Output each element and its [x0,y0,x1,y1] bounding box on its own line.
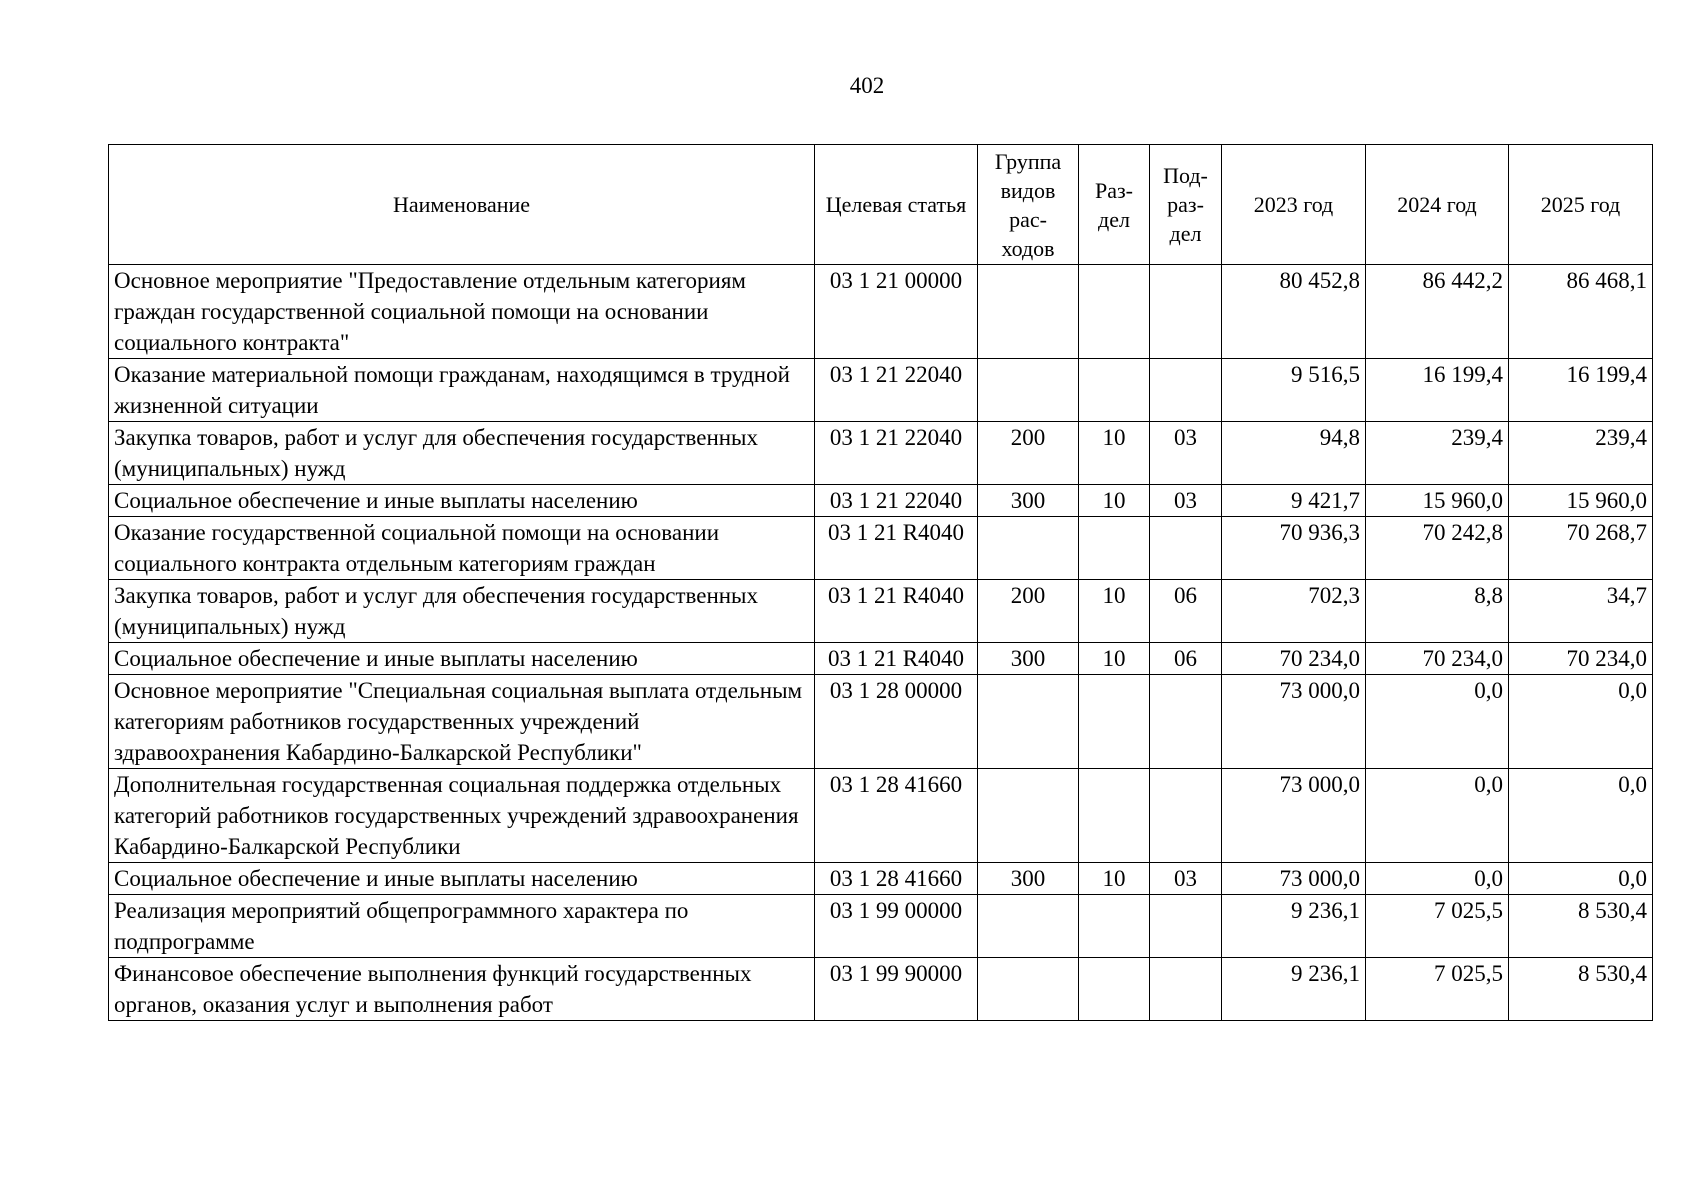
cell-subsection [1150,958,1222,1021]
header-subsection: Под-раз-дел [1150,145,1222,265]
cell-subsection: 03 [1150,863,1222,895]
cell-year-2025: 15 960,0 [1509,485,1653,517]
cell-target: 03 1 28 00000 [815,675,978,769]
cell-section [1079,958,1150,1021]
cell-section: 10 [1079,422,1150,485]
table-row [109,958,1653,1021]
table-row [109,265,1653,359]
cell-target: 03 1 21 22040 [815,422,978,485]
cell-target: 03 1 21 00000 [815,265,978,359]
cell-subsection [1150,265,1222,359]
cell-group: 200 [978,580,1079,643]
cell-section: 10 [1079,643,1150,675]
cell-year-2023: 9 236,1 [1222,895,1366,958]
cell-name: Оказание материальной помощи гражданам, находящимся в трудной жизненной ситуации [109,359,815,422]
cell-year-2025: 86 468,1 [1509,265,1653,359]
cell-name: Оказание государственной социальной помощи на основании социального контракта отдельным категориям граждан [109,517,815,580]
cell-year-2025: 34,7 [1509,580,1653,643]
cell-section: 10 [1079,580,1150,643]
table-row [109,517,1653,580]
table-row [109,863,1653,895]
cell-year-2023: 9 516,5 [1222,359,1366,422]
header-2023: 2023 год [1222,145,1366,265]
cell-subsection: 06 [1150,580,1222,643]
cell-year-2024: 8,8 [1366,580,1509,643]
cell-year-2023: 73 000,0 [1222,769,1366,863]
cell-name: Закупка товаров, работ и услуг для обеспечения государственных (муниципальных) нужд [109,580,815,643]
cell-year-2023: 73 000,0 [1222,863,1366,895]
cell-target: 03 1 21 R4040 [815,517,978,580]
cell-group [978,769,1079,863]
cell-target: 03 1 99 00000 [815,895,978,958]
cell-target: 03 1 28 41660 [815,769,978,863]
budget-table [108,144,1653,1021]
cell-group: 300 [978,643,1079,675]
cell-subsection [1150,895,1222,958]
cell-name: Социальное обеспечение и иные выплаты населению [109,485,815,517]
cell-target: 03 1 21 R4040 [815,643,978,675]
cell-year-2024: 16 199,4 [1366,359,1509,422]
cell-group [978,265,1079,359]
cell-name: Дополнительная государственная социальная поддержка отдельных категорий работников государственных учреждений здравоохранения Кабардино-Балкарской Республики [109,769,815,863]
table-body [109,265,1653,1021]
cell-group [978,359,1079,422]
table-row [109,643,1653,675]
cell-name: Основное мероприятие "Специальная социальная выплата отдельным категориям работников государственных учреждений здравоохранения Кабардино-Балкарской Республики" [109,675,815,769]
cell-year-2025: 239,4 [1509,422,1653,485]
cell-year-2023: 94,8 [1222,422,1366,485]
cell-group [978,958,1079,1021]
cell-year-2025: 70 268,7 [1509,517,1653,580]
cell-group [978,675,1079,769]
cell-subsection: 03 [1150,422,1222,485]
cell-year-2024: 0,0 [1366,769,1509,863]
table-row [109,769,1653,863]
cell-year-2024: 0,0 [1366,863,1509,895]
cell-year-2023: 70 936,3 [1222,517,1366,580]
cell-subsection [1150,517,1222,580]
cell-group: 300 [978,863,1079,895]
cell-group: 200 [978,422,1079,485]
cell-section [1079,359,1150,422]
cell-year-2025: 70 234,0 [1509,643,1653,675]
cell-year-2024: 70 242,8 [1366,517,1509,580]
cell-subsection [1150,359,1222,422]
cell-name: Финансовое обеспечение выполнения функций государственных органов, оказания услуг и выполнения работ [109,958,815,1021]
cell-year-2023: 9 236,1 [1222,958,1366,1021]
table-row [109,359,1653,422]
cell-section: 10 [1079,863,1150,895]
cell-year-2025: 8 530,4 [1509,895,1653,958]
cell-section [1079,769,1150,863]
header-2024: 2024 год [1366,145,1509,265]
cell-section [1079,895,1150,958]
cell-year-2023: 80 452,8 [1222,265,1366,359]
cell-target: 03 1 99 90000 [815,958,978,1021]
cell-name: Основное мероприятие "Предоставление отдельным категориям граждан государственной социальной помощи на основании социального контракта" [109,265,815,359]
cell-subsection [1150,769,1222,863]
cell-group [978,517,1079,580]
cell-year-2025: 8 530,4 [1509,958,1653,1021]
cell-subsection: 06 [1150,643,1222,675]
cell-target: 03 1 21 22040 [815,359,978,422]
header-section: Раз-дел [1079,145,1150,265]
table-row [109,675,1653,769]
cell-year-2025: 0,0 [1509,863,1653,895]
cell-year-2025: 0,0 [1509,675,1653,769]
cell-year-2023: 9 421,7 [1222,485,1366,517]
table-header-row [109,145,1653,265]
cell-name: Закупка товаров, работ и услуг для обеспечения государственных (муниципальных) нужд [109,422,815,485]
cell-year-2025: 16 199,4 [1509,359,1653,422]
cell-year-2023: 73 000,0 [1222,675,1366,769]
header-name: Наименование [109,145,815,265]
cell-section [1079,265,1150,359]
header-2025: 2025 год [1509,145,1653,265]
cell-year-2024: 7 025,5 [1366,958,1509,1021]
cell-name: Социальное обеспечение и иные выплаты населению [109,643,815,675]
cell-name: Реализация мероприятий общепрограммного характера по подпрограмме [109,895,815,958]
cell-subsection [1150,675,1222,769]
cell-subsection: 03 [1150,485,1222,517]
cell-group: 300 [978,485,1079,517]
header-target: Целевая статья [815,145,978,265]
cell-name: Социальное обеспечение и иные выплаты населению [109,863,815,895]
cell-target: 03 1 21 R4040 [815,580,978,643]
table-row [109,422,1653,485]
cell-section [1079,517,1150,580]
cell-year-2024: 239,4 [1366,422,1509,485]
cell-group [978,895,1079,958]
cell-year-2024: 15 960,0 [1366,485,1509,517]
cell-year-2024: 0,0 [1366,675,1509,769]
cell-year-2025: 0,0 [1509,769,1653,863]
cell-section: 10 [1079,485,1150,517]
page-number: 402 [849,73,885,98]
table-row [109,485,1653,517]
cell-section [1079,675,1150,769]
table-row [109,895,1653,958]
header-group: Группа видов рас-ходов [978,145,1079,265]
cell-target: 03 1 21 22040 [815,485,978,517]
cell-year-2024: 86 442,2 [1366,265,1509,359]
cell-year-2023: 70 234,0 [1222,643,1366,675]
cell-year-2024: 70 234,0 [1366,643,1509,675]
cell-year-2023: 702,3 [1222,580,1366,643]
cell-target: 03 1 28 41660 [815,863,978,895]
table-row [109,580,1653,643]
cell-year-2024: 7 025,5 [1366,895,1509,958]
